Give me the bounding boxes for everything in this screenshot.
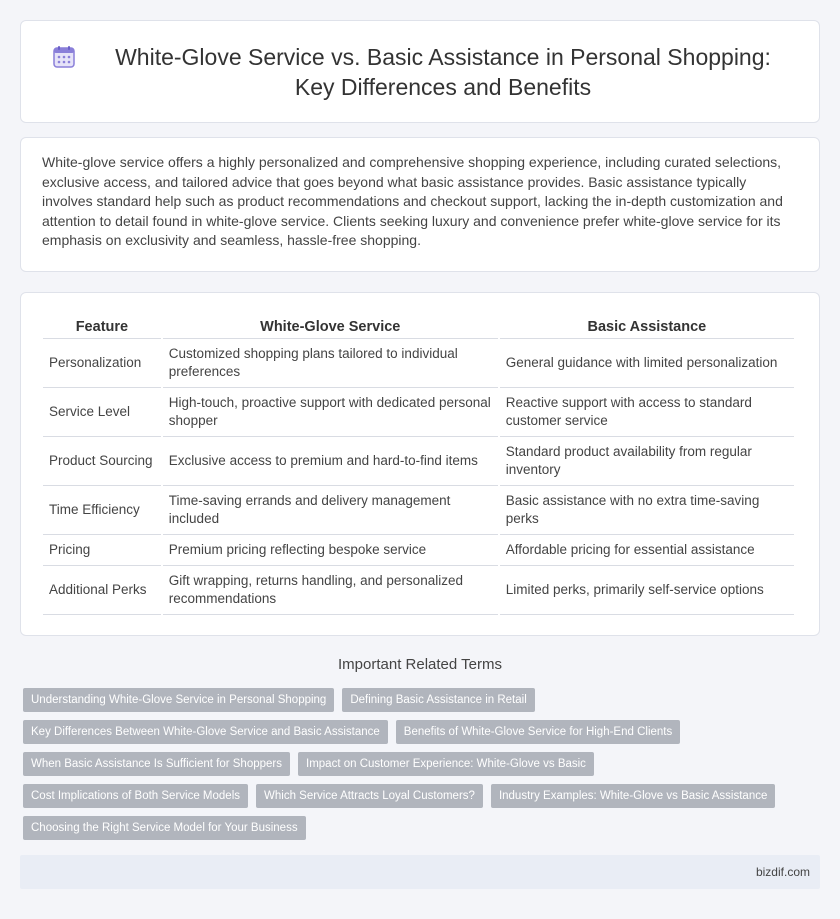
table-row xyxy=(43,437,794,486)
table-row xyxy=(43,535,794,566)
table-row xyxy=(43,388,794,437)
related-term-tag[interactable]: Key Differences Between White-Glove Service and Basic Assistance xyxy=(23,720,388,744)
white-glove-cell: Gift wrapping, returns handling, and personalized recommendations xyxy=(163,566,498,615)
feature-cell: Pricing xyxy=(43,535,161,566)
footer xyxy=(20,855,820,889)
calendar-icon xyxy=(52,45,76,69)
white-glove-cell: Exclusive access to premium and hard-to-find items xyxy=(163,437,498,486)
table-row xyxy=(43,339,794,388)
table-row xyxy=(43,486,794,535)
white-glove-cell: Time-saving errands and delivery management included xyxy=(163,486,498,535)
intro-paragraph: White-glove service offers a highly personalized and comprehensive shopping experience, including curated selections, exclusive access, and tailored advice that goes beyond what basic assistance provides. Basic assistance typically involves standard help such as product recommendations and checkout support, lacking the in-depth customization and attention to detail found in white-glove service. Clients seeking luxury and convenience prefer white-glove service for its emphasis on exclusivity and seamless, hassle-free shopping. xyxy=(42,154,783,248)
feature-cell: Service Level xyxy=(43,388,161,437)
related-term-tag[interactable]: Industry Examples: White-Glove vs Basic Assistance xyxy=(491,784,775,808)
white-glove-cell: Customized shopping plans tailored to individual preferences xyxy=(163,339,498,388)
header-basic: Basic Assistance xyxy=(500,311,794,339)
header-card xyxy=(20,20,820,123)
comparison-card xyxy=(20,292,820,636)
basic-cell: Basic assistance with no extra time-saving perks xyxy=(500,486,794,535)
related-term-tag[interactable]: Which Service Attracts Loyal Customers? xyxy=(256,784,483,808)
related-term-tag[interactable]: Defining Basic Assistance in Retail xyxy=(342,688,534,712)
basic-cell: Reactive support with access to standard customer service xyxy=(500,388,794,437)
basic-cell: Affordable pricing for essential assistance xyxy=(500,535,794,566)
white-glove-cell: High-touch, proactive support with dedicated personal shopper xyxy=(163,388,498,437)
intro-card xyxy=(20,137,820,272)
page-title: White-Glove Service vs. Basic Assistance in Personal Shopping: Key Differences and Benefits xyxy=(115,43,771,100)
header-white-glove: White-Glove Service xyxy=(163,311,498,339)
basic-cell: General guidance with limited personalization xyxy=(500,339,794,388)
feature-cell: Time Efficiency xyxy=(43,486,161,535)
basic-cell: Standard product availability from regular inventory xyxy=(500,437,794,486)
table-header-row xyxy=(43,311,794,339)
comparison-table xyxy=(41,311,796,615)
related-term-tag[interactable]: Choosing the Right Service Model for Your Business xyxy=(23,816,306,840)
basic-cell: Limited perks, primarily self-service options xyxy=(500,566,794,615)
related-term-tag[interactable]: Understanding White-Glove Service in Personal Shopping xyxy=(23,688,334,712)
feature-cell: Product Sourcing xyxy=(43,437,161,486)
related-term-tag[interactable]: Cost Implications of Both Service Models xyxy=(23,784,248,808)
related-terms-list xyxy=(23,688,813,840)
feature-cell: Additional Perks xyxy=(43,566,161,615)
related-term-tag[interactable]: Benefits of White-Glove Service for High-End Clients xyxy=(396,720,680,744)
footer-brand-link[interactable]: bizdif.com xyxy=(755,865,810,879)
table-row xyxy=(43,566,794,615)
related-terms-title: Important Related Terms xyxy=(338,656,502,673)
related-term-tag[interactable]: Impact on Customer Experience: White-Glove vs Basic xyxy=(298,752,594,776)
related-term-tag[interactable]: When Basic Assistance Is Sufficient for Shoppers xyxy=(23,752,290,776)
feature-cell: Personalization xyxy=(43,339,161,388)
header-feature: Feature xyxy=(43,311,161,339)
white-glove-cell: Premium pricing reflecting bespoke service xyxy=(163,535,498,566)
